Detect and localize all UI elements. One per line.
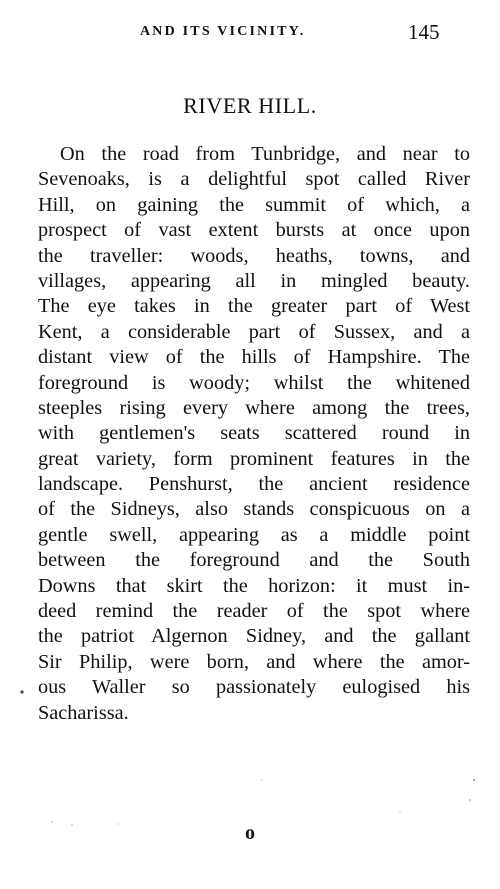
text-line: great variety, form prominent features in the: [38, 447, 470, 470]
running-head: [0, 20, 500, 44]
text-line: distant view of the hills of Hampshire. The: [38, 346, 470, 369]
text-line: Downs that skirt the horizon: it must in-: [38, 574, 470, 597]
text-line: landscape. Penshurst, the ancient residence: [38, 473, 470, 496]
text-line: the patriot Algernon Sidney, and the gallant: [38, 625, 470, 648]
text-line: Hill, on gaining the summit of which, a: [38, 193, 470, 216]
text-line: prospect of vast extent bursts at once upon: [38, 219, 470, 242]
text-line: steeples rising every where among the trees,: [38, 396, 470, 419]
text-line: of the Sidneys, also stands conspicuous on a: [38, 498, 470, 521]
text-line: with gentlemen's seats scattered round in: [38, 422, 470, 445]
text-line: The eye takes in the greater part of West: [38, 295, 470, 318]
text-line: between the foreground and the South: [38, 549, 470, 572]
running-title: AND ITS VICINITY.: [140, 24, 306, 39]
text-line: villages, appearing all in mingled beauty.: [38, 269, 470, 292]
paper-speck: [20, 690, 23, 693]
paper-speck: [473, 779, 475, 781]
text-line: ous Waller so passionately eulogised his: [38, 676, 470, 699]
page-number: 145: [408, 20, 440, 44]
text-line: the traveller: woods, heaths, towns, and: [38, 244, 470, 267]
paper-speck: [261, 779, 262, 780]
text-line: Sevenoaks, is a delightful spot called River: [38, 168, 470, 191]
text-line: gentle swell, appearing as a middle point: [38, 523, 470, 546]
chapter-title: RIVER HILL.: [183, 93, 317, 118]
text-line: foreground is woody; whilst the whitened: [38, 371, 470, 394]
paper-speck: [399, 811, 400, 812]
paper-speck: [469, 799, 471, 801]
text-line: Sir Philip, were born, and where the amor-: [38, 650, 470, 673]
text-line: deed remind the reader of the spot where: [38, 600, 470, 623]
text-line: Kent, a considerable part of Sussex, and a: [38, 320, 470, 343]
text-line: On the road from Tunbridge, and near to: [60, 143, 470, 165]
signature-mark: o: [245, 822, 255, 844]
text-line: Sacharissa.: [38, 701, 129, 724]
paper-speck: [319, 783, 320, 784]
body-paragraph: [38, 142, 470, 726]
